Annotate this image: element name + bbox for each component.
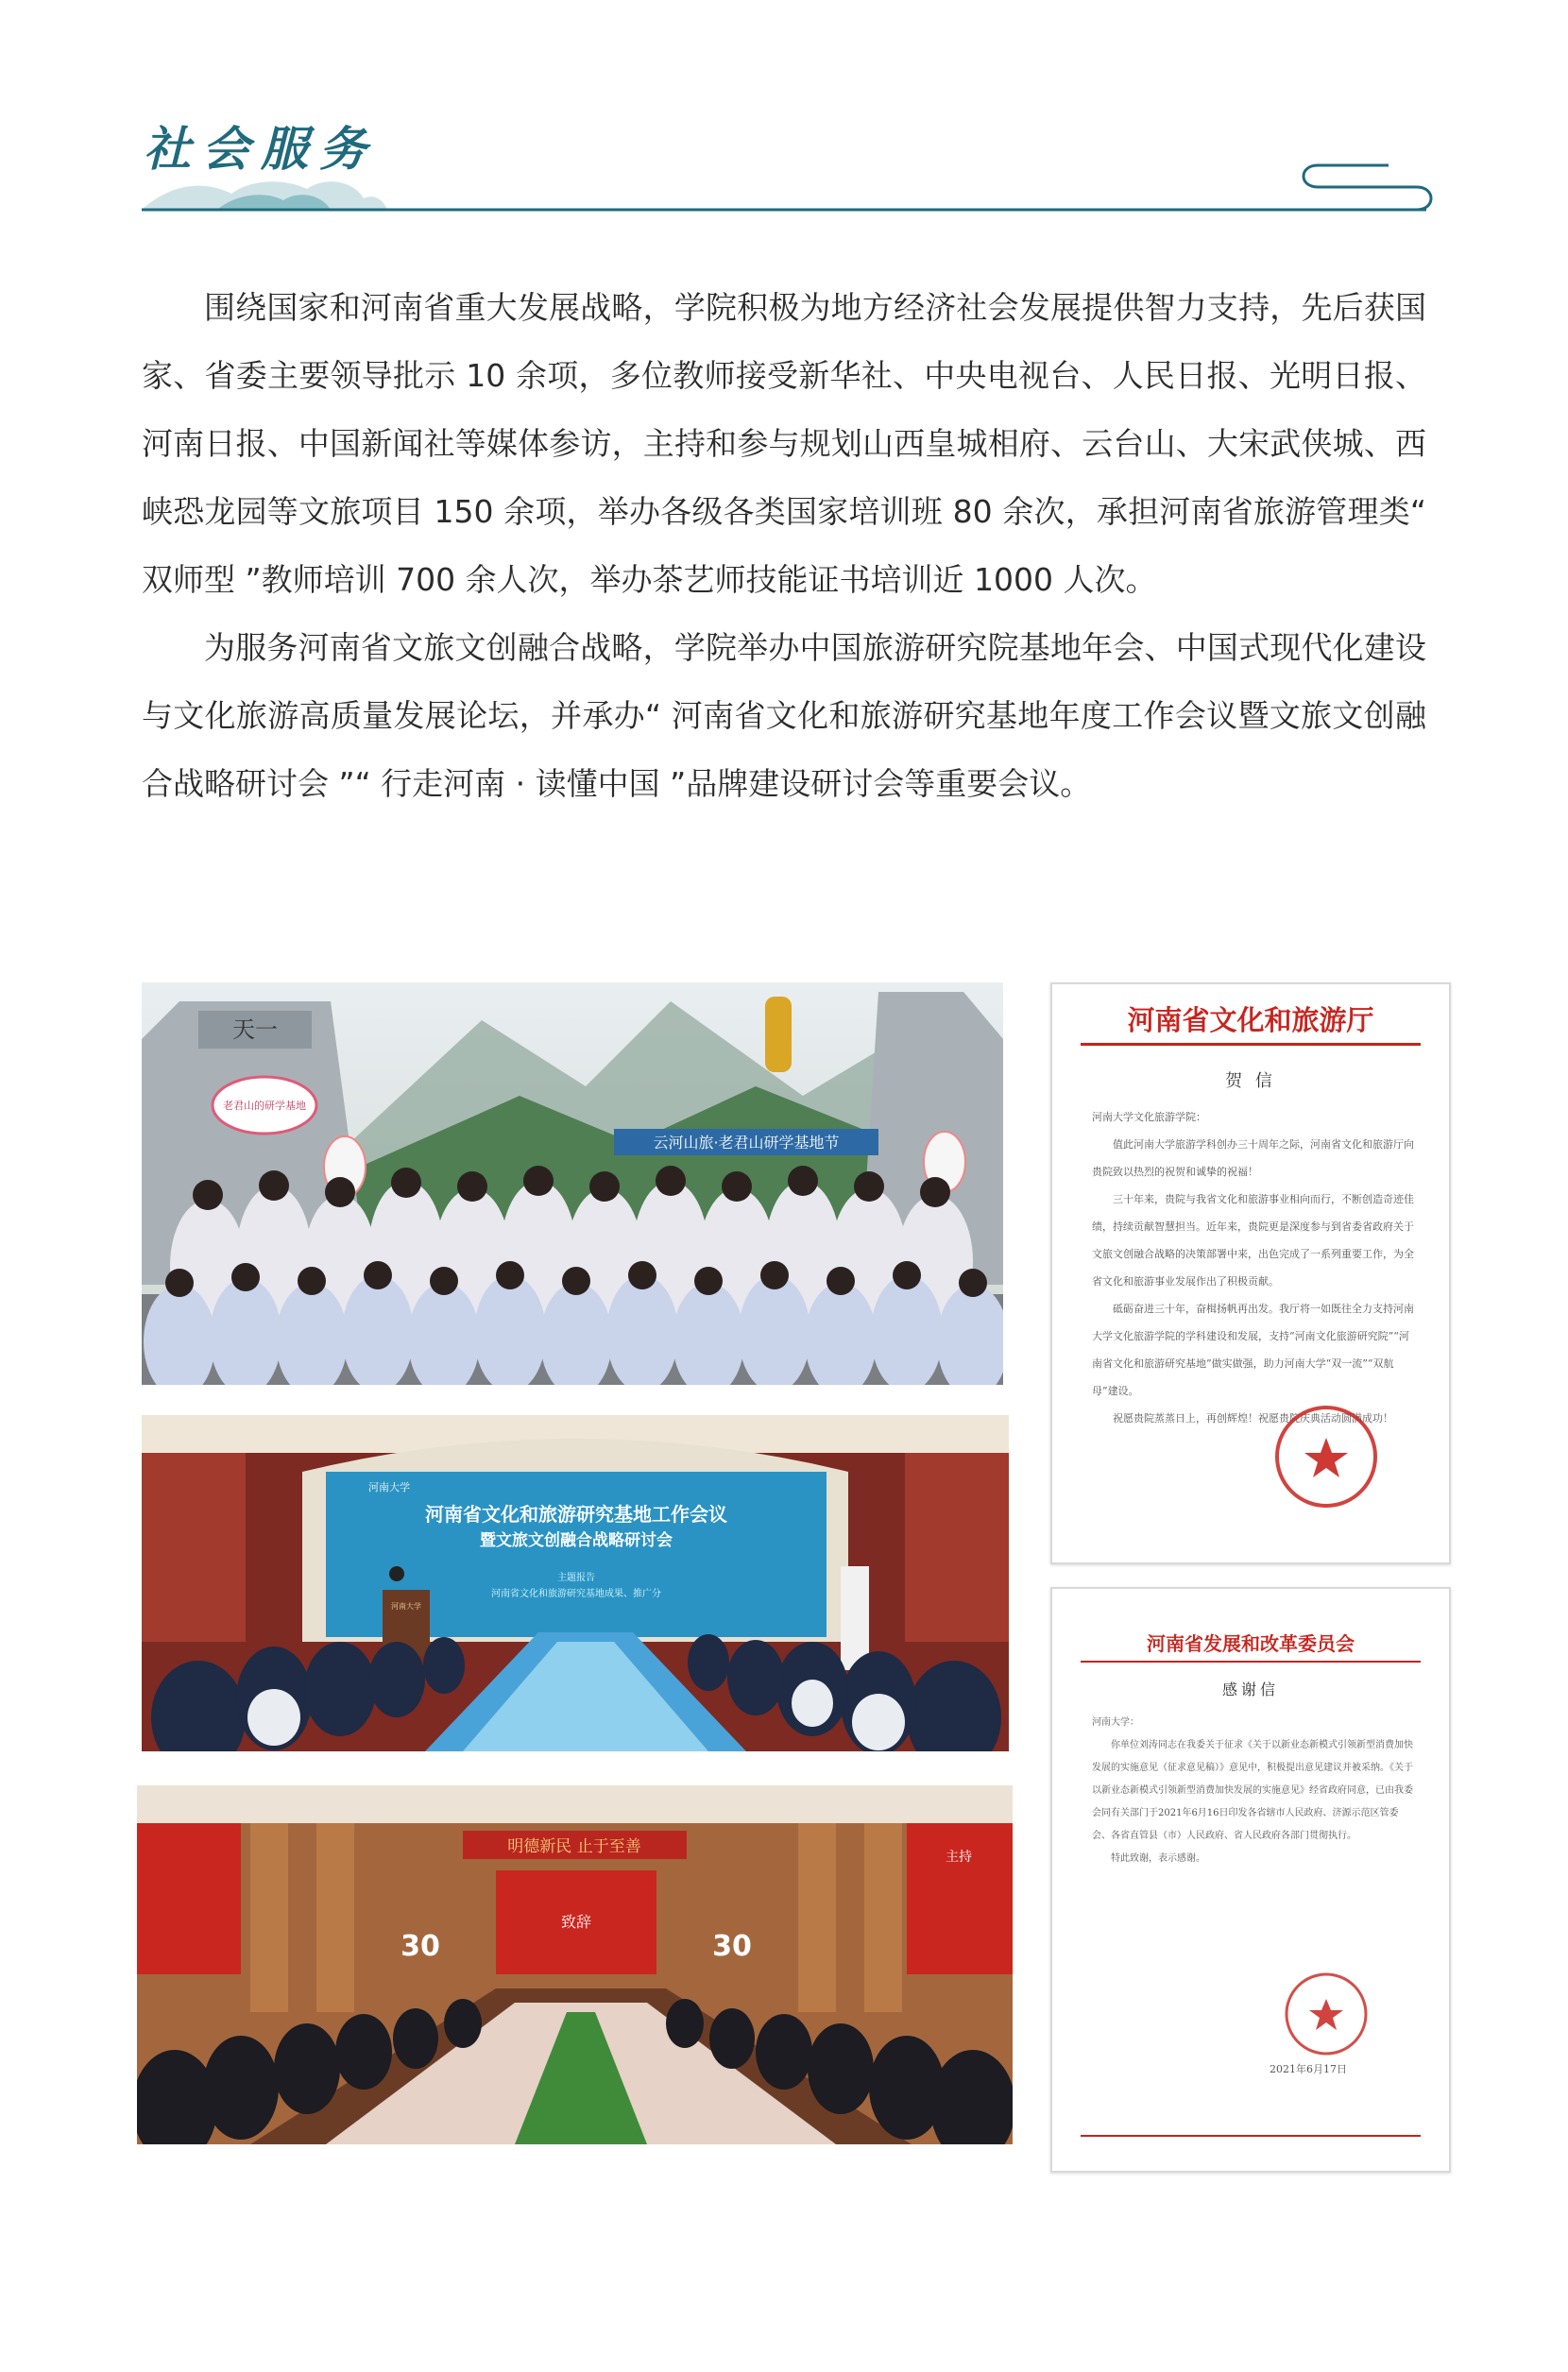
conference-photo-2: [137, 1785, 1013, 2144]
screen-title-1: 河南省文化和旅游研究基地工作会议: [425, 1503, 727, 1526]
letter-line: 砥砺奋进三十年，奋楫扬帆再出发。我厅将一如既往全力支持河南大学文化旅游学院的学科建设和发展，支持“河南文化旅游研究院”“河南省文化和旅游研究基地”做实做强，助力河南大学“双一流”“双航母”建设。: [1092, 1303, 1414, 1397]
paragraph-2: 为服务河南省文旅文创融合战略，学院举办中国旅游研究院基地年会、中国式现代化建设与文化旅游高质量发展论坛，并承办“ 河南省文化和旅游研究基地年度工作会议暨文旅文创融合战略研讨会 ”“ 行走河南 · 读懂中国 ”品牌建设研讨会等重要会议。: [142, 629, 1426, 802]
letter-salutation: 河南大学文化旅游学院：: [1092, 1111, 1206, 1123]
conference-photo-1: [142, 1415, 1009, 1751]
right-screen-number: 30: [712, 1930, 752, 1963]
left-screen-number: 30: [401, 1930, 440, 1963]
letter-line: 你单位刘涛同志在我委关于征求《关于以新业态新模式引领新型消费加快发展的实施意见（征求意见稿）》意见中，积极提出意见建议并被采纳。《关于以新业态新模式引领新型消费加快发展的实施意见》经省政府同意，已由我委会同有关部门于2021年6月16日印发各省辖市人民政府、济源示范区管委会、各省直管县（市）人民政府、省人民政府各部门贯彻执行。: [1092, 1740, 1413, 1841]
letter-line: 特此致谢，表示感谢。: [1111, 1853, 1205, 1864]
section-title: 社会服务: [144, 121, 378, 177]
screen-title-2: 暨文旅文创融合战略研讨会: [480, 1531, 673, 1550]
letter-title: 感谢信: [1221, 1681, 1279, 1698]
letter-body: [1092, 1103, 1417, 1432]
screen-sub-2: 河南省文化和旅游研究基地成果、推广分: [491, 1589, 661, 1599]
letter-date: 2021年6月17日: [1270, 2063, 1347, 2075]
screen-logo: 河南大学: [368, 1481, 410, 1493]
paragraph-1: 围绕国家和河南省重大发展战略，学院积极为地方经济社会发展提供智力支持，先后获国家、省委主要领导批示 10 余项，多位教师接受新华社、中央电视台、人民日报、光明日报、河南日报、中国新闻社等媒体参访，主持和参与规划山西皇城相府、云台山、大宋武侠城、西峡恐龙园等文旅项目 150 余项，举办各级各类国家培训班 80 余次，承担河南省旅游管理类“ 双师型 ”教师培训 700 余人次，举办茶艺师技能证书培训近 1000 人次。: [142, 289, 1426, 598]
nameplate-host: 主持: [946, 1850, 972, 1865]
letter-org: 河南省发展和改革委员会: [1147, 1632, 1355, 1655]
center-screen-text: 致辞: [560, 1913, 592, 1931]
page-header: [0, 0, 1568, 227]
letter-title: 贺 信: [1225, 1071, 1276, 1091]
letter-line: 三十年来，贵院与我省文化和旅游事业相向而行，不断创造奇迹佳绩，持续贡献智慧担当。近年来，贵院更是深度参与到省委省政府关于文旅文创融合战略的决策部署中来，出色完成了一系列重要工作，为全省文化和旅游事业发展作出了积极贡献。: [1092, 1193, 1414, 1288]
letter-line: 值此河南大学旅游学科创办三十周年之际，河南省文化和旅游厅向贵院致以热烈的祝贺和诚挚的祝福！: [1092, 1138, 1414, 1178]
letter-rule: [1081, 1661, 1421, 1663]
letter-bottom-rule: [1081, 2135, 1421, 2137]
letter-body: [1092, 1712, 1417, 1870]
header-decoration: [0, 0, 1568, 227]
official-seal: [1279, 1967, 1373, 2061]
left-sign-text: 老君山的研学基地: [223, 1100, 306, 1112]
podium-text: 河南大学: [391, 1602, 421, 1611]
header-curl: [1304, 165, 1431, 210]
letter-line: 祝愿贵院蒸蒸日上，再创辉煌！祝愿贵院庆典活动圆满成功！: [1113, 1412, 1393, 1425]
letter-org: 河南省文化和旅游厅: [1127, 1004, 1374, 1036]
screen-sub-1: 主题报告: [557, 1573, 595, 1583]
thanks-letter: [1050, 1587, 1451, 2173]
congratulation-letter: [1050, 982, 1451, 1564]
letter-rule: [1081, 1043, 1421, 1046]
body-text: [142, 274, 1426, 818]
group-photo: [142, 982, 1003, 1385]
room-banner: 明德新民 止于至善: [507, 1837, 641, 1856]
gate-plaque: 天一: [232, 1016, 278, 1043]
letter-salutation: 河南大学：: [1092, 1717, 1139, 1728]
official-seal: [1270, 1400, 1383, 1513]
banner-text: 云河山旅·老君山研学基地节: [653, 1134, 840, 1152]
